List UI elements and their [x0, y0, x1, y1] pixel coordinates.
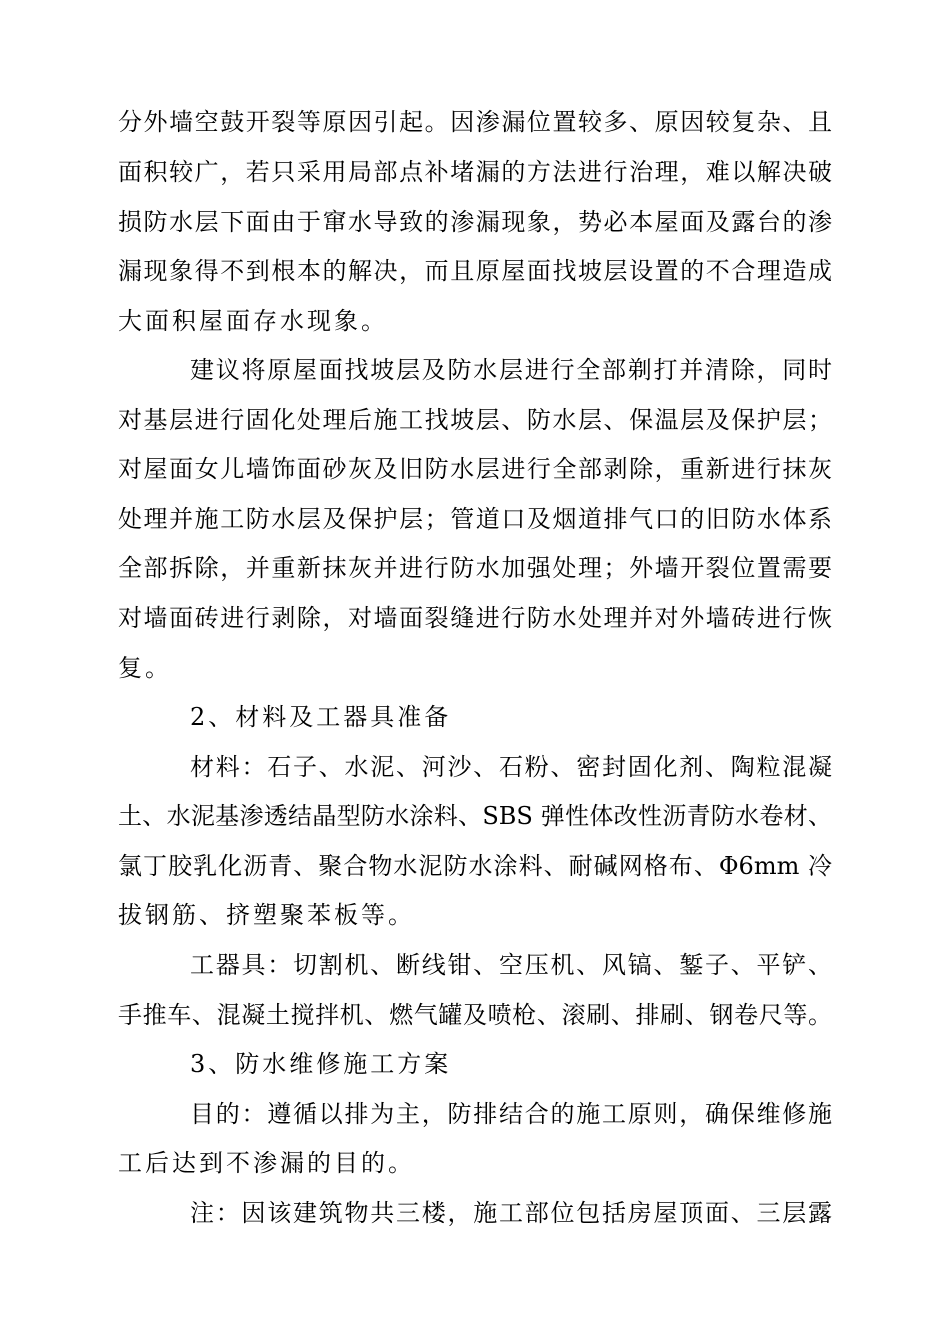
text-line-2: 面积较广，若只采用局部点补堵漏的方法进行治理，难以解决破 [118, 158, 832, 186]
text-line-12: 复。 [118, 654, 172, 682]
paragraph-suggestion-start: 建议将原屋面找坡层及防水层进行全部剃打并清除，同时 [190, 356, 832, 384]
section-heading-materials: 2、材料及工器具准备 [190, 703, 452, 731]
paragraph-note-start: 注：因该建筑物共三楼，施工部位包括房屋顶面、三层露 [190, 1199, 832, 1227]
text-line-5: 大面积屋面存水现象。 [118, 307, 388, 335]
text-line-8: 对屋面女儿墙饰面砂灰及旧防水层进行全部剥除，重新进行抹灰 [118, 455, 832, 483]
text-line-17: 拔钢筋、挤塑聚苯板等。 [118, 901, 415, 929]
text-line-1: 分外墙空鼓开裂等原因引起。因渗漏位置较多、原因较复杂、且 [118, 108, 832, 136]
paragraph-materials-start: 材料：石子、水泥、河沙、石粉、密封固化剂、陶粒混凝 [190, 753, 832, 781]
text-line-7: 对基层进行固化处理后施工找坡层、防水层、保温层及保护层； [118, 406, 832, 434]
text-line-9: 处理并施工防水层及保护层；管道口及烟道排气口的旧防水体系 [118, 505, 832, 533]
text-line-10: 全部拆除，并重新抹灰并进行防水加强处理；外墙开裂位置需要 [118, 554, 832, 582]
text-line-22: 工后达到不渗漏的目的。 [118, 1149, 415, 1177]
text-line-15: 土、水泥基渗透结晶型防水涂料、SBS 弹性体改性沥青防水卷材、 [118, 802, 832, 830]
text-line-11: 对墙面砖进行剥除，对墙面裂缝进行防水处理并对外墙砖进行恢 [118, 604, 832, 632]
paragraph-tools-start: 工器具：切割机、断线钳、空压机、风镐、錾子、平铲、 [190, 951, 832, 979]
text-line-4: 漏现象得不到根本的解决，而且原屋面找坡层设置的不合理造成 [118, 257, 832, 285]
text-line-3: 损防水层下面由于窜水导致的渗漏现象，势必本屋面及露台的渗 [118, 208, 832, 236]
section-heading-plan: 3、防水维修施工方案 [190, 1050, 452, 1078]
text-line-16: 氯丁胶乳化沥青、聚合物水泥防水涂料、耐碱网格布、Φ6mm 冷 [118, 852, 832, 880]
paragraph-purpose-start: 目的：遵循以排为主，防排结合的施工原则，确保维修施 [190, 1100, 832, 1128]
text-line-19: 手推车、混凝土搅拌机、燃气罐及喷枪、滚刷、排刷、钢卷尺等。 [118, 1001, 832, 1029]
